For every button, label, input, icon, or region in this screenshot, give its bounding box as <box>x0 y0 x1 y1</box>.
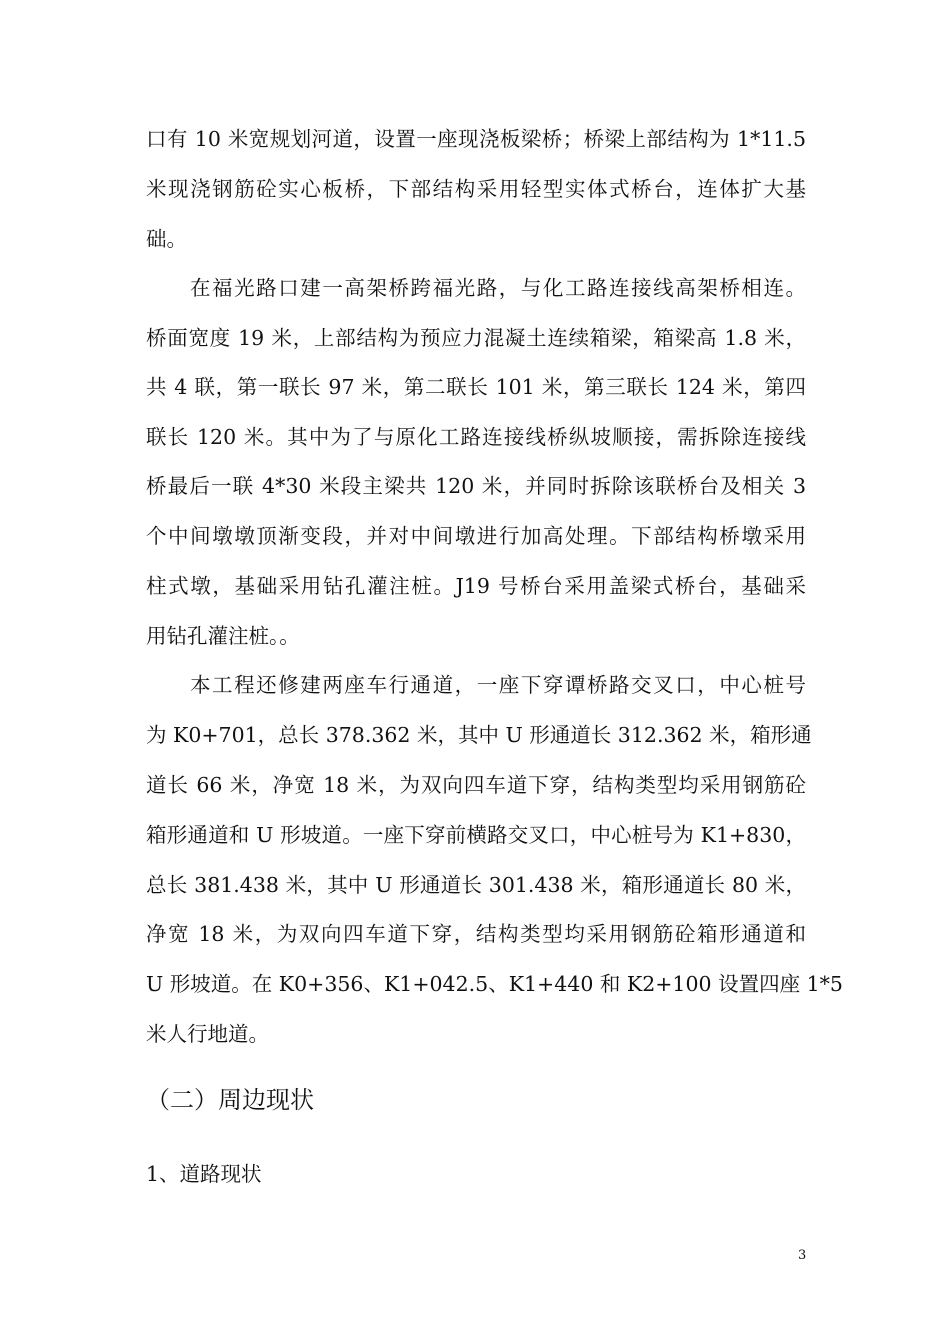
text-line: 在福光路口建一高架桥跨福光路，与化工路连接线高架桥相连。 <box>190 276 806 300</box>
text-line: 本工程还修建两座车行通道，一座下穿谭桥路交叉口，中心桩号 <box>190 673 806 697</box>
text-line: 桥最后一联 4*30 米段主梁共 120 米，并同时拆除该联桥台及相关 3 <box>146 474 806 498</box>
text-line: 桥面宽度 19 米，上部结构为预应力混凝土连续箱梁，箱梁高 1.8 米， <box>146 326 806 350</box>
text-line: 柱式墩，基础采用钻孔灌注桩。J19 号桥台采用盖梁式桥台，基础采 <box>146 574 806 598</box>
text-line: 联长 120 米。其中为了与原化工路连接线桥纵坡顺接，需拆除连接线 <box>146 425 806 449</box>
text-line: 总长 381.438 米，其中 U 形通道长 301.438 米，箱形通道长 80 米， <box>146 873 806 897</box>
text-line: 箱形通道和 U 形坡道。一座下穿前横路交叉口，中心桩号为 K1+830， <box>146 823 806 847</box>
text-line: 米人行地道。 <box>146 1022 269 1046</box>
section-heading: （二）周边现状 <box>146 1086 314 1114</box>
text-line: 共 4 联，第一联长 97 米，第二联长 101 米，第三联长 124 米，第四 <box>146 375 806 399</box>
text-line: 础。 <box>146 227 187 251</box>
text-line: 为 K0+701，总长 378.362 米，其中 U 形通道长 312.362 米，箱形通 <box>146 723 812 747</box>
text-line: 口有 10 米宽规划河道，设置一座现浇板梁桥；桥梁上部结构为 1*11.5 <box>146 127 806 151</box>
subsection-heading: 1、道路现状 <box>146 1162 262 1186</box>
text-line: 净宽 18 米，为双向四车道下穿，结构类型均采用钢筋砼箱形通道和 <box>146 922 806 946</box>
text-line: U 形坡道。在 K0+356、K1+042.5、K1+440 和 K2+100 设置四座 1*5 <box>146 972 843 996</box>
text-line: 个中间墩墩顶渐变段，并对中间墩进行加高处理。下部结构桥墩采用 <box>146 524 806 548</box>
page-number: 3 <box>798 1248 807 1263</box>
text-line: 用钻孔灌注桩。。 <box>146 624 300 648</box>
text-line: 米现浇钢筋砼实心板桥，下部结构采用轻型实体式桥台，连体扩大基 <box>146 177 806 201</box>
text-line: 道长 66 米，净宽 18 米，为双向四车道下穿，结构类型均采用钢筋砼 <box>146 773 806 797</box>
